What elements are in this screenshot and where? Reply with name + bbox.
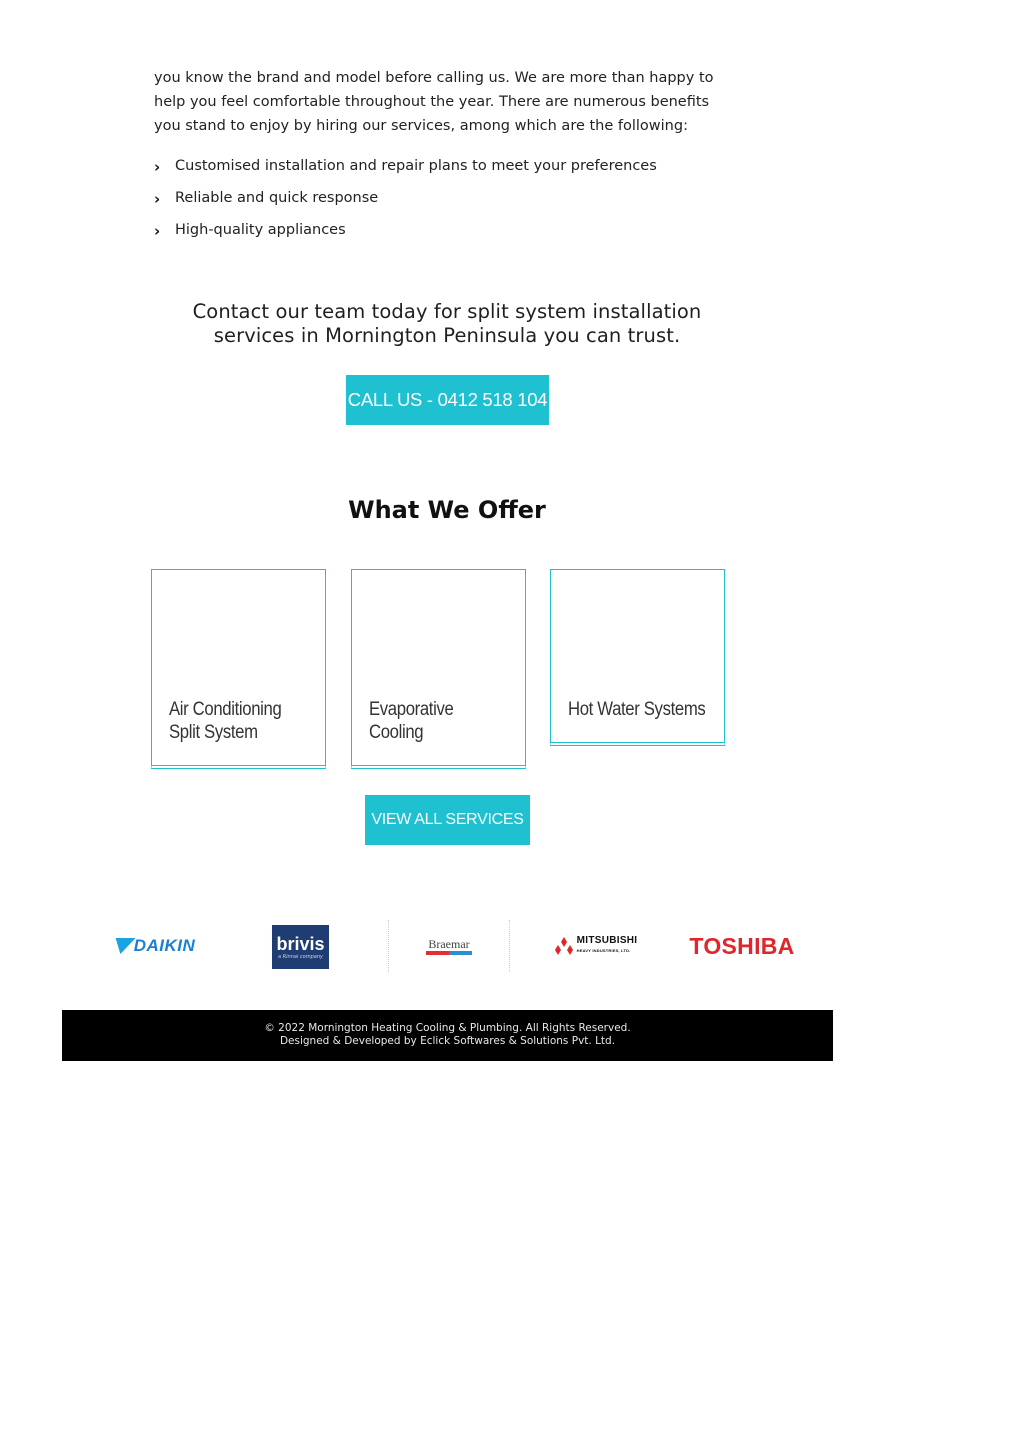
service-card-label: Air Conditioning Split System [169, 699, 282, 743]
service-card-evaporative-cooling[interactable] [351, 569, 526, 769]
chevron-right-icon: › [154, 222, 161, 240]
list-item: › Customised installation and repair plans to meet your preferences [154, 154, 657, 186]
contact-text: Contact our team today for split system installation services in Mornington Peninsula you can trust. [192, 300, 702, 347]
view-all-services-button[interactable]: VIEW ALL SERVICES [365, 795, 530, 845]
intro-paragraph: you know the brand and model before calling us. We are more than happy to help you feel comfortable throughout the year. There are numerous benefits you stand to enjoy by hiring our services, among which are the following: [154, 70, 714, 134]
braemar-logo: Braemar [388, 920, 510, 972]
mitsubishi-logo: MITSUBISHI HEAVY INDUSTRIES, LTD. [544, 920, 647, 972]
daikin-logo: DAIKIN [104, 920, 204, 972]
brivis-logo: brivis a Rinnai company [272, 925, 329, 969]
service-card-air-conditioning[interactable] [151, 569, 326, 769]
service-card-label: Hot Water Systems [568, 699, 706, 720]
toshiba-logo: TOSHIBA [689, 932, 795, 959]
benefits-list [154, 154, 657, 250]
mitsubishi-diamonds-icon [554, 937, 574, 955]
service-card-hot-water[interactable] [550, 569, 725, 746]
braemar-stripe [426, 951, 472, 955]
section-title: What We Offer [348, 496, 546, 524]
footer-copyright: © 2022 Mornington Heating Cooling & Plumbing. All Rights Reserved. [264, 1022, 631, 1034]
daikin-mark-icon [110, 938, 135, 954]
list-item: › Reliable and quick response [154, 186, 657, 218]
cropped-text-line [154, 58, 734, 64]
chevron-right-icon: › [154, 190, 161, 208]
footer [62, 1010, 833, 1061]
call-us-button[interactable]: CALL US - 0412 518 104 [346, 375, 549, 425]
list-item: › High-quality appliances [154, 218, 657, 250]
chevron-right-icon: › [154, 158, 161, 176]
footer-credits: Designed & Developed by Eclick Softwares & Solutions Pvt. Ltd. [279, 1035, 616, 1047]
service-card-label: Evaporative Cooling [369, 699, 454, 743]
